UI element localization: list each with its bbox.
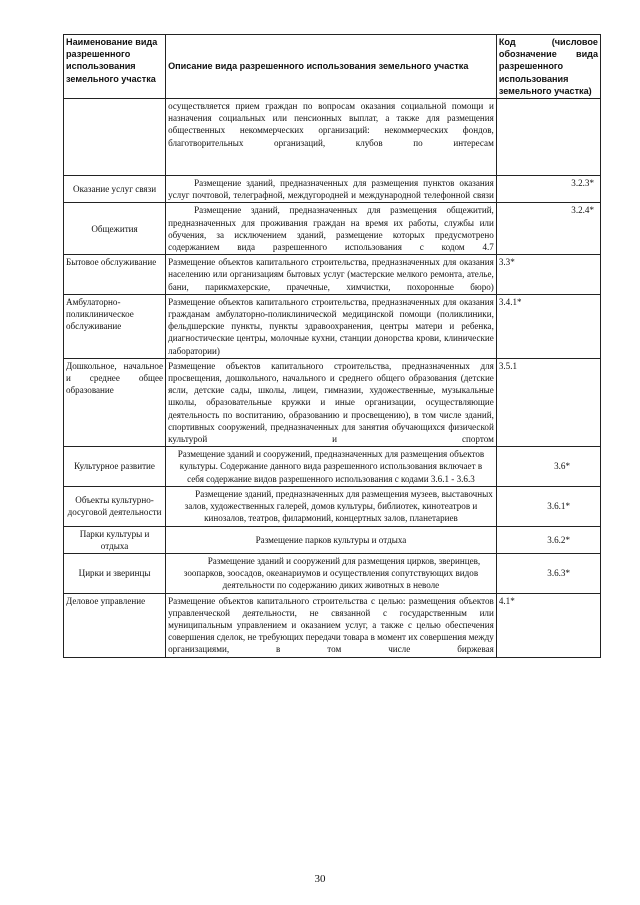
row-name: Цирки и зверинцы	[64, 553, 166, 593]
row-name: Объекты культурно-досуговой деятельности	[64, 486, 166, 526]
row-name: Дошкольное, начальное и среднее общее образование	[64, 358, 166, 446]
row-description: Размещение зданий, предназначенных для размещения музеев, выставочных залов, художественных галерей, домов культуры, библиотек, кинотеатров и кинозалов, театров, филармоний, концертных залов, планетариев	[166, 486, 497, 526]
table-row	[64, 294, 601, 358]
table-row	[64, 526, 601, 553]
row-name: Бытовое обслуживание	[64, 255, 166, 295]
header-name: Наименование вида разрешенного использования земельного участка	[64, 35, 166, 99]
table-row	[64, 553, 601, 593]
row-code: 3.6*	[496, 447, 600, 487]
row-name: Парки культуры и отдыха	[64, 526, 166, 553]
row-description: Размещение объектов капитального строительства, предназначенных для оказания гражданам амбулаторно-поликлинической медицинской помощи (поликлиники, фельдшерские пункты, пункты здравоохранения, центры матери и ребенка, диагностические центры, молочные кухни, станции донорства крови, клинические лаборатории)	[166, 294, 497, 358]
row-name	[64, 99, 166, 176]
row-code: 3.6.2*	[496, 526, 600, 553]
row-description: Размещение зданий, предназначенных для размещения общежитий, предназначенных для проживания граждан на время их работы, службы или обучения, за исключением зданий, размещение которых предусмотрено содержанием вида разрешенного использования с кодом 4.7	[166, 203, 497, 255]
row-description: осуществляется прием граждан по вопросам оказания социальной помощи и назначения социальных или пенсионных выплат, а также для размещения общественных некоммерческих организаций: некоммерческих фондов, благотворительных организаций, клубов по интересам	[166, 99, 497, 176]
table-row	[64, 99, 601, 176]
row-code	[496, 99, 600, 176]
page-number: 30	[314, 873, 326, 885]
row-name: Оказание услуг связи	[64, 176, 166, 203]
land-use-table	[63, 34, 601, 658]
table-header-row	[64, 35, 601, 99]
table-row	[64, 176, 601, 203]
row-code: 3.2.3*	[496, 176, 600, 203]
row-name: Деловое управление	[64, 593, 166, 657]
row-description: Размещение зданий и сооружений, предназначенных для размещения объектов культуры. Содержание данного вида разрешенного использования включает в себя содержание видов разрешенного использования с кодами 3.6.1 - 3.6.3	[166, 447, 497, 487]
table-row	[64, 593, 601, 657]
row-description: Размещение объектов капитального строительства, предназначенных для оказания населению или организациям бытовых услуг (мастерские мелкого ремонта, ателье, бани, парикмахерские, прачечные, химчистки, похоронные бюро)	[166, 255, 497, 295]
header-code: Код (числовое обозначение вида разрешенного использования земельного участка)	[496, 35, 600, 99]
table-row	[64, 255, 601, 295]
row-name: Культурное развитие	[64, 447, 166, 487]
row-code: 3.5.1	[496, 358, 600, 446]
row-name: Общежития	[64, 203, 166, 255]
header-description: Описание вида разрешенного использования земельного участка	[166, 35, 497, 99]
row-code: 3.6.1*	[496, 486, 600, 526]
table-row	[64, 358, 601, 446]
row-description: Размещение парков культуры и отдыха	[166, 526, 497, 553]
row-description: Размещение объектов капитального строительства с целью: размещения объектов управленческой деятельности, не связанной с государственным или муниципальным управлением и оказанием услуг, а также с целью обеспечения совершения сделок, не требующих передачи товара в момент их совершения между организациями, в том числе биржевая	[166, 593, 497, 657]
row-code: 3.4.1*	[496, 294, 600, 358]
row-description: Размещение зданий, предназначенных для размещения пунктов оказания услуг почтовой, телеграфной, междугородней и международной телефонной связи	[166, 176, 497, 203]
row-name: Амбулаторно-поликлиническое обслуживание	[64, 294, 166, 358]
table-row	[64, 447, 601, 487]
row-code: 3.6.3*	[496, 553, 600, 593]
row-code: 3.2.4*	[496, 203, 600, 255]
row-description: Размещение зданий и сооружений для размещения цирков, зверинцев, зоопарков, зоосадов, океанариумов и осуществления сопутствующих видов деятельности по содержанию диких животных в неволе	[166, 553, 497, 593]
table-row	[64, 203, 601, 255]
row-code: 3.3*	[496, 255, 600, 295]
row-code: 4.1*	[496, 593, 600, 657]
table-row	[64, 486, 601, 526]
row-description: Размещение объектов капитального строительства, предназначенных для просвещения, дошкольного, начального и среднего общего образования (детские ясли, детские сады, школы, лицеи, гимназии, художественные, музыкальные школы, образовательные кружки и иные организации, осуществляющие деятельность по воспитанию, образованию и просвещению), в том числе зданий, спортивных сооружений, предназначенных для занятия обучающихся физической культурой и спортом	[166, 358, 497, 446]
